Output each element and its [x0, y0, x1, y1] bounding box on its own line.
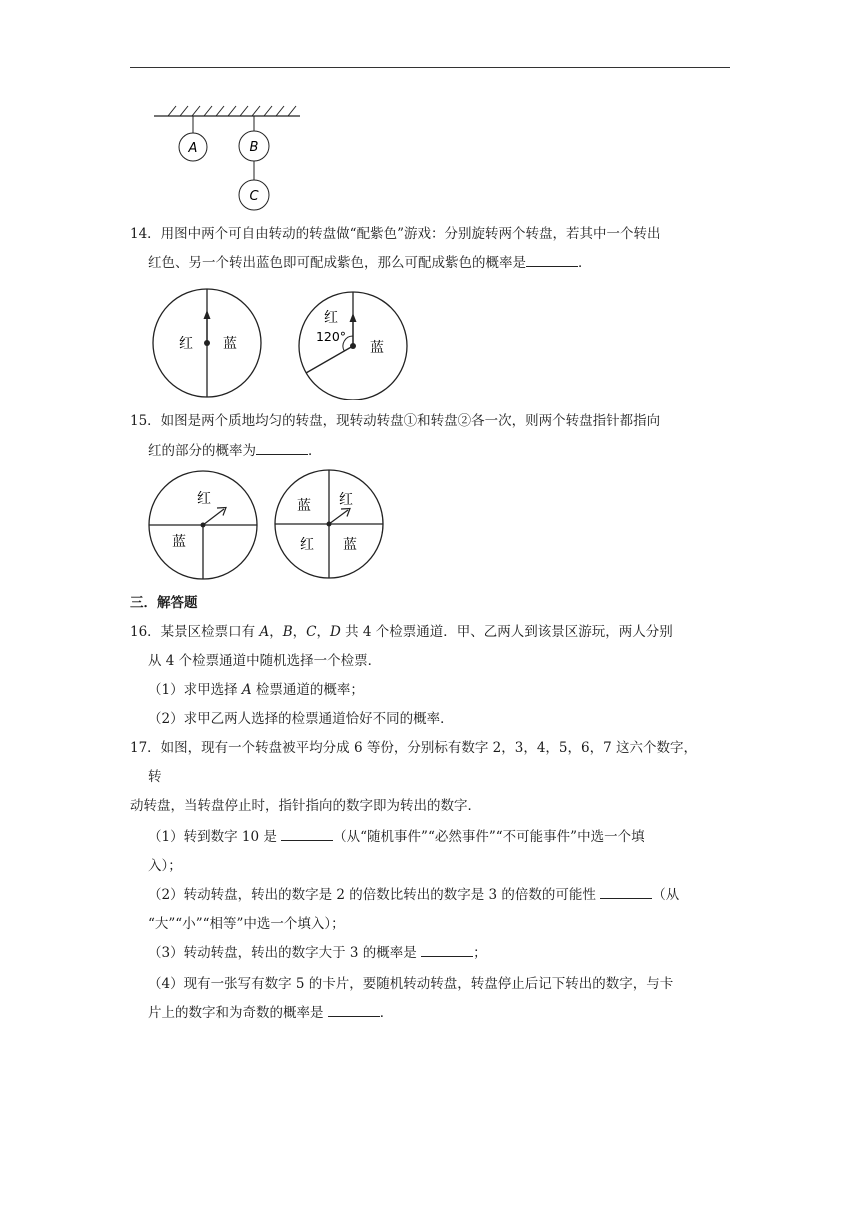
q16-line1-start: 16．某景区检票口有	[130, 624, 260, 640]
q17-part2-cont: “大”“小”“相等”中选一个填入）；	[148, 916, 345, 932]
q16-line1-end: 共 4 个检票通道．甲、乙两人到该景区游玩，两人分别	[340, 624, 673, 640]
q17-part2-end: （从	[652, 887, 680, 903]
q14-s1-blue-label: 蓝	[223, 336, 237, 352]
q15-line2	[148, 441, 322, 461]
q17-part3-start: （3）转动转盘，转出的数字大于 3 的概率是	[148, 945, 422, 961]
q15-s1-blue-label: 蓝	[172, 534, 186, 550]
ball-b-label: B	[249, 140, 259, 155]
q14-s1-red-label: 红	[179, 336, 193, 352]
q16-line2: 从 4 个检票通道中随机选择一个检票．	[148, 653, 382, 669]
q16-part1-end: 检票通道的概率；	[251, 682, 364, 698]
q17-part1-start: （1）转到数字 10 是	[148, 829, 282, 845]
q16-comma-3: ，	[316, 624, 330, 640]
q14-answer-blank[interactable]	[526, 253, 578, 267]
q14-s2-blue-label: 蓝	[370, 340, 384, 356]
section-heading: 三．解答题	[130, 595, 198, 611]
q16-var-b: B	[282, 624, 293, 640]
q17-part4-blank[interactable]	[328, 1003, 380, 1017]
q17-line3: 动转盘，当转盘停止时，指针指向的数字即为转出的数字．	[130, 798, 481, 814]
q17-part4-cont	[148, 1003, 393, 1023]
q17-part3-blank[interactable]	[421, 943, 473, 957]
q15-line1: 15．如图是两个质地均匀的转盘，现转动转盘①和转盘②各一次，则两个转盘指针都指向	[130, 413, 661, 429]
ball-a-label: A	[188, 141, 198, 156]
q14-s2-red-label: 红	[324, 310, 338, 326]
q17-part1-blank[interactable]	[281, 827, 333, 841]
q16-var-d: D	[330, 624, 341, 640]
q14-spinners-figure	[150, 286, 416, 400]
q15-s1-red-label: 红	[197, 491, 211, 507]
q17-part4-end: ．	[379, 1005, 394, 1021]
q14-line2	[148, 253, 592, 273]
q14-s2-angle-label: 120°	[315, 329, 347, 344]
q17-line2: 转	[148, 769, 162, 785]
q17-part2-blank[interactable]	[600, 885, 652, 899]
q16-part2: （2）求甲乙两人选择的检票通道恰好不同的概率．	[148, 711, 454, 727]
q15-line2-text: 红的部分的概率为	[148, 443, 256, 459]
q17-part3	[148, 943, 487, 963]
q15-s2-blue-br-label: 蓝	[343, 537, 357, 553]
q16-var-a: A	[259, 624, 270, 640]
q16-var-c: C	[306, 624, 317, 640]
q15-s2-blue-tl-label: 蓝	[297, 498, 311, 514]
q15-spinners-figure	[146, 468, 388, 582]
q17-part3-end: ；	[473, 945, 487, 961]
ball-c-label: C	[249, 189, 259, 204]
q16-part1	[148, 680, 364, 700]
q17-line1: 17．如图，现有一个转盘被平均分成 6 等份，分别标有数字 2，3，4，5，6，7 这六个数字，	[130, 740, 697, 756]
header-rule	[130, 67, 730, 68]
q16-part1-start: （1）求甲选择	[148, 682, 242, 698]
q16-comma-2: ，	[292, 624, 307, 640]
q17-part1-end: （从“随机事件”“必然事件”“不可能事件”中选一个填	[333, 829, 645, 845]
q15-line2-end: ．	[308, 443, 322, 459]
q14-line2-end: ．	[578, 255, 592, 271]
q17-part2-start: （2）转动转盘，转出的数字是 2 的倍数比转出的数字是 3 的倍数的可能性	[148, 887, 601, 903]
hanging-balls-figure	[150, 100, 310, 212]
q17-part4-start: 片上的数字和为奇数的概率是	[148, 1005, 328, 1021]
q15-s2-red-bl-label: 红	[300, 537, 314, 553]
q17-part4: （4）现有一张写有数字 5 的卡片，要随机转动转盘，转盘停止后记下转出的数字，与卡	[148, 976, 674, 992]
q17-part2	[148, 885, 679, 905]
q14-spinner-2-pointer	[350, 313, 357, 322]
q17-part1-cont: 入）；	[148, 858, 182, 874]
q14-spinner-1-pointer	[204, 310, 211, 319]
q15-s2-red-tr-label: 红	[339, 492, 353, 508]
q14-line1: 14．用图中两个可自由转动的转盘做“配紫色”游戏：分别旋转两个转盘，若其中一个转出	[130, 226, 661, 242]
q16-comma-1: ，	[269, 624, 283, 640]
q15-answer-blank[interactable]	[256, 441, 308, 455]
q17-part1	[148, 827, 645, 847]
q16-line1	[130, 622, 673, 642]
q14-line2-text: 红色、另一个转出蓝色即可配成紫色，那么可配成紫色的概率是	[148, 255, 526, 271]
q16-part1-var-a: A	[241, 682, 252, 698]
